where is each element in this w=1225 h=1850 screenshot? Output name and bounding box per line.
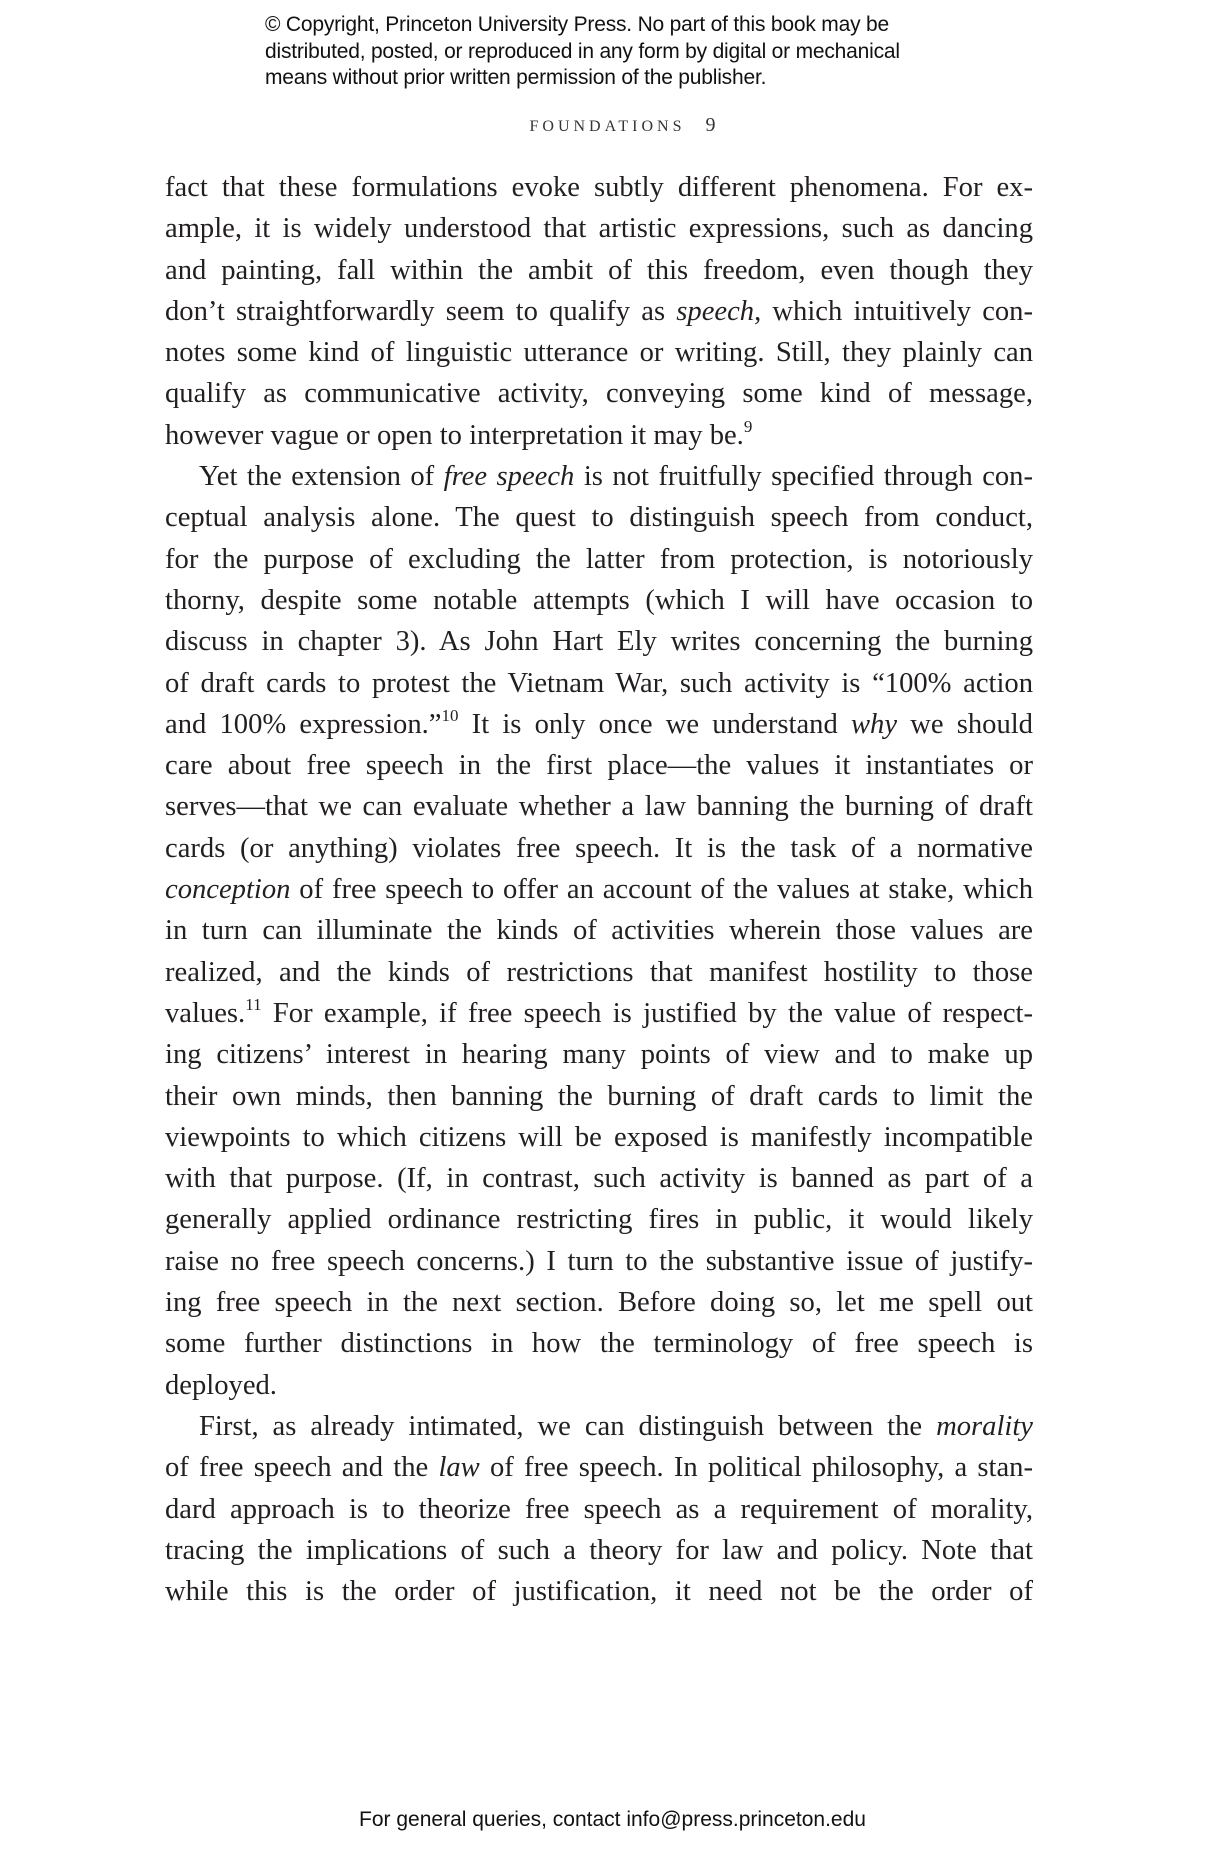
text-line bbox=[165, 1158, 1033, 1199]
text-segment: ing free speech in the next section. Before doing so, let me spell out bbox=[165, 1287, 1033, 1319]
text-line bbox=[165, 1489, 1033, 1530]
text-segment: Yet the extension of bbox=[199, 461, 444, 493]
italic-text: why bbox=[850, 708, 898, 740]
text-line bbox=[165, 456, 1033, 497]
copyright-line: means without prior written permission of the publisher. bbox=[265, 66, 767, 89]
text-line bbox=[165, 621, 1033, 662]
text-segment: in turn can illuminate the kinds of activities wherein those values are bbox=[165, 915, 1033, 947]
italic-text: speech bbox=[676, 295, 755, 327]
copyright-line: distributed, posted, or reproduced in any form by digital or mechanical bbox=[265, 39, 900, 63]
text-segment: their own minds, then banning the burning of draft cards to limit the bbox=[165, 1080, 1033, 1112]
text-segment: qualify as communicative activity, conveying some kind of message, bbox=[165, 378, 1033, 410]
text-segment: while this is the order of justification, it need not be the order of bbox=[165, 1576, 1033, 1608]
text-segment: don’t straightforwardly seem to qualify as bbox=[165, 295, 677, 327]
text-line bbox=[165, 1076, 1033, 1117]
text-line bbox=[165, 415, 1033, 456]
text-segment: viewpoints to which citizens will be exposed is manifestly incompatible bbox=[165, 1121, 1033, 1153]
text-line bbox=[165, 1034, 1033, 1075]
text-segment: serves—that we can evaluate whether a law banning the burning of draft bbox=[165, 791, 1033, 823]
text-line bbox=[165, 1365, 1033, 1406]
text-segment: First, as already intimated, we can distinguish between the bbox=[199, 1410, 937, 1442]
footnote-ref: 10 bbox=[441, 705, 459, 725]
text-segment: thorny, despite some notable attempts (which I will have occasion to bbox=[165, 584, 1033, 616]
text-line bbox=[165, 869, 1033, 910]
italic-text: morality bbox=[936, 1410, 1033, 1442]
text-line bbox=[165, 1199, 1033, 1240]
text-line bbox=[165, 910, 1033, 951]
text-segment: raise no free speech concerns.) I turn to the substantive issue of justify- bbox=[165, 1245, 1033, 1277]
text-segment: , which intuitively con- bbox=[754, 295, 1033, 327]
text-segment: and painting, fall within the ambit of this freedom, even though they bbox=[165, 254, 1033, 286]
text-segment: some further distinctions in how the terminology of free speech is bbox=[165, 1328, 1033, 1360]
text-segment: fact that these formulations evoke subtly different phenomena. For ex- bbox=[165, 172, 1033, 203]
running-head-title: FOUNDATIONS bbox=[529, 118, 686, 135]
text-line bbox=[165, 993, 1033, 1034]
body-text bbox=[165, 167, 1033, 1612]
text-segment: values. bbox=[165, 997, 246, 1029]
text-segment: ceptual analysis alone. The quest to distinguish speech from conduct, bbox=[165, 502, 1033, 534]
text-segment: of free speech. In political philosophy, a stan- bbox=[479, 1452, 1033, 1484]
text-line bbox=[165, 1406, 1033, 1447]
text-segment: For example, if free speech is justified by the value of respect- bbox=[261, 997, 1033, 1029]
copyright-notice bbox=[265, 12, 1025, 92]
text-line bbox=[165, 1571, 1033, 1612]
text-line bbox=[165, 1530, 1033, 1571]
text-segment: of free speech and the bbox=[165, 1452, 439, 1484]
text-segment: care about free speech in the first place—the values it instantiates or bbox=[165, 750, 1033, 782]
text-line bbox=[165, 580, 1033, 621]
italic-text: free speech bbox=[443, 461, 575, 493]
page-number: 9 bbox=[705, 114, 716, 136]
text-segment: deployed. bbox=[165, 1369, 277, 1401]
text-line bbox=[165, 1447, 1033, 1488]
text-segment: notes some kind of linguistic utterance or writing. Still, they plainly can bbox=[165, 337, 1033, 369]
text-segment: for the purpose of excluding the latter from protection, is notoriously bbox=[165, 543, 1033, 575]
text-line bbox=[165, 497, 1033, 538]
text-segment: and 100% expression.” bbox=[165, 708, 442, 740]
text-line bbox=[165, 828, 1033, 869]
italic-text: law bbox=[438, 1452, 480, 1484]
text-segment: of free speech to offer an account of the values at stake, which bbox=[290, 874, 1033, 906]
text-segment: ing citizens’ interest in hearing many points of view and to make up bbox=[165, 1039, 1033, 1071]
text-segment: however vague or open to interpretation it may be. bbox=[165, 419, 744, 451]
text-line bbox=[165, 539, 1033, 580]
text-line bbox=[165, 704, 1033, 745]
text-line bbox=[165, 332, 1033, 373]
text-segment: realized, and the kinds of restrictions that manifest hostility to those bbox=[165, 956, 1033, 988]
text-line bbox=[165, 1241, 1033, 1282]
text-line bbox=[165, 373, 1033, 414]
footnote-ref: 11 bbox=[245, 994, 262, 1014]
footnote-ref: 9 bbox=[743, 416, 753, 436]
footer-contact: For general queries, contact info@press.princeton.edu bbox=[359, 1808, 866, 1831]
italic-text: conception bbox=[165, 874, 291, 906]
text-line bbox=[165, 1323, 1033, 1364]
text-line bbox=[165, 786, 1033, 827]
text-segment: is not fruitfully specified through con- bbox=[574, 461, 1034, 493]
text-segment: dard approach is to theorize free speech as a requirement of morality, bbox=[165, 1493, 1033, 1525]
text-line bbox=[165, 1117, 1033, 1158]
text-line bbox=[165, 291, 1033, 332]
text-line bbox=[165, 167, 1033, 208]
text-line bbox=[165, 952, 1033, 993]
text-line bbox=[165, 208, 1033, 249]
text-segment: generally applied ordinance restricting fires in public, it would likely bbox=[165, 1204, 1033, 1236]
text-segment: cards (or anything) violates free speech. It is the task of a normative bbox=[165, 832, 1033, 864]
text-segment: ample, it is widely understood that artistic expressions, such as dancing bbox=[165, 213, 1033, 245]
text-line bbox=[165, 663, 1033, 704]
text-line bbox=[165, 250, 1033, 291]
text-segment: with that purpose. (If, in contrast, such activity is banned as part of a bbox=[165, 1163, 1033, 1195]
text-segment: of draft cards to protest the Vietnam War, such activity is “100% action bbox=[165, 667, 1033, 699]
text-segment: tracing the implications of such a theory for law and policy. Note that bbox=[165, 1534, 1033, 1566]
text-line bbox=[165, 1282, 1033, 1323]
text-segment: we should bbox=[897, 708, 1033, 740]
text-segment: It is only once we understand bbox=[458, 708, 851, 740]
text-segment: discuss in chapter 3). As John Hart Ely writes concerning the burning bbox=[165, 626, 1033, 658]
copyright-line: © Copyright, Princeton University Press. No part of this book may be bbox=[265, 13, 889, 36]
text-line bbox=[165, 745, 1033, 786]
running-head bbox=[0, 114, 1225, 137]
